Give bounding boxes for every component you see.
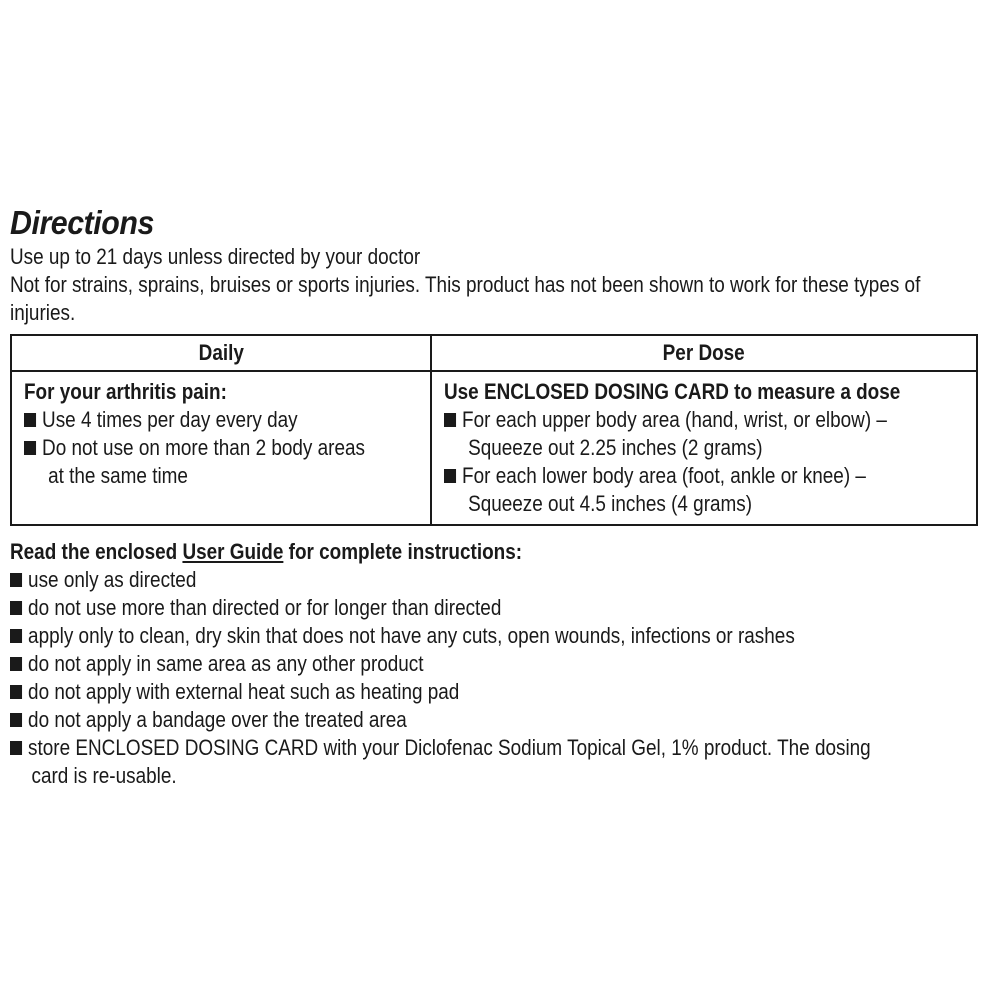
- directions-title: Directions: [10, 204, 154, 241]
- list-item: do not apply with external heat such as heating pad: [10, 678, 849, 706]
- square-bullet-icon: [10, 657, 22, 671]
- header-daily: Daily: [11, 335, 431, 371]
- square-bullet-icon: [10, 601, 22, 615]
- list-item: store ENCLOSED DOSING CARD with your Diclofenac Sodium Topical Gel, 1% product. The dosing: [10, 734, 849, 762]
- daily-item-continuation: at the same time: [48, 463, 188, 488]
- table-row: [11, 371, 977, 525]
- per-dose-cell: [431, 371, 977, 525]
- per-dose-heading: Use ENCLOSED DOSING CARD to measure a dose: [444, 379, 901, 404]
- dosing-table: [10, 334, 978, 526]
- square-bullet-icon: [10, 741, 22, 755]
- list-item: do not apply a bandage over the treated area: [10, 706, 849, 734]
- per-dose-item: For each upper body area (hand, wrist, or elbow) –: [444, 406, 902, 434]
- intro-line-injuries: Not for strains, sprains, bruises or sports injuries. This product has not been shown to work for these types of injuries.: [10, 272, 921, 325]
- table-header-row: [11, 335, 977, 371]
- square-bullet-icon: [24, 441, 36, 455]
- daily-cell: [11, 371, 431, 525]
- list-item-continuation: card is re-usable.: [31, 763, 177, 788]
- intro-line-days: Use up to 21 days unless directed by your doctor: [10, 244, 421, 269]
- directions-section: [10, 203, 985, 790]
- square-bullet-icon: [24, 413, 36, 427]
- per-dose-item-continuation: Squeeze out 4.5 inches (4 grams): [468, 491, 753, 516]
- per-dose-item-continuation: Squeeze out 2.25 inches (2 grams): [468, 435, 763, 460]
- daily-heading: For your arthritis pain:: [24, 379, 227, 404]
- square-bullet-icon: [10, 573, 22, 587]
- user-guide-heading: Read the enclosed User Guide for complete instructions:: [10, 539, 523, 564]
- list-item: use only as directed: [10, 566, 849, 594]
- square-bullet-icon: [444, 469, 456, 483]
- per-dose-item: For each lower body area (foot, ankle or knee) –: [444, 462, 902, 490]
- square-bullet-icon: [10, 685, 22, 699]
- list-item: do not apply in same area as any other product: [10, 650, 849, 678]
- daily-item: Use 4 times per day every day: [24, 406, 373, 434]
- daily-item: Do not use on more than 2 body areas: [24, 434, 373, 462]
- square-bullet-icon: [10, 713, 22, 727]
- square-bullet-icon: [10, 629, 22, 643]
- user-guide-link: User Guide: [182, 539, 284, 564]
- square-bullet-icon: [444, 413, 456, 427]
- header-per-dose: Per Dose: [431, 335, 977, 371]
- list-item: do not use more than directed or for longer than directed: [10, 594, 849, 622]
- list-item: apply only to clean, dry skin that does not have any cuts, open wounds, infections or rashes: [10, 622, 849, 650]
